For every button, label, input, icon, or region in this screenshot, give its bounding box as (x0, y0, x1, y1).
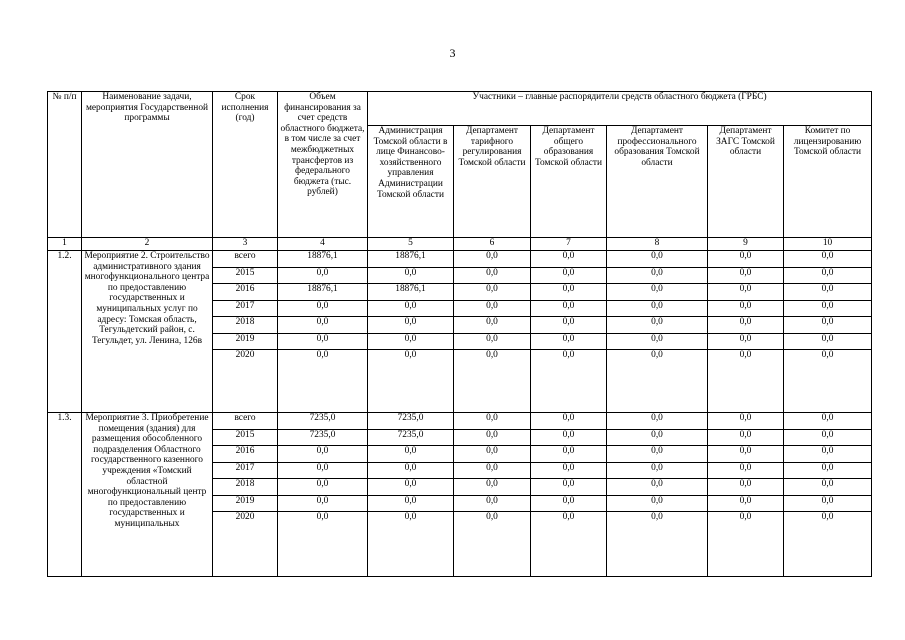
amount-cell-c6: 0,0 (454, 512, 531, 577)
period-cell: 2019 (213, 333, 278, 350)
amount-cell-c4: 0,0 (278, 333, 368, 350)
amount-cell-c4: 0,0 (278, 350, 368, 413)
amount-cell-c4: 0,0 (278, 317, 368, 334)
amount-cell-c4: 0,0 (278, 512, 368, 577)
amount-cell-c6: 0,0 (454, 413, 531, 430)
period-cell: 2018 (213, 317, 278, 334)
amount-cell-c9: 0,0 (708, 495, 784, 512)
amount-cell-c10: 0,0 (784, 350, 872, 413)
amount-cell-c7: 0,0 (531, 251, 607, 268)
header-participants: Участники – главные распорядители средств областного бюджета (ГРБС) (368, 92, 872, 126)
amount-cell-c5: 0,0 (368, 267, 454, 284)
amount-cell-c5: 0,0 (368, 512, 454, 577)
amount-cell-c5: 18876,1 (368, 251, 454, 268)
amount-cell-c9: 0,0 (708, 251, 784, 268)
header-num: № п/п (48, 92, 82, 238)
amount-cell-c9: 0,0 (708, 333, 784, 350)
amount-cell-c8: 0,0 (607, 413, 708, 430)
amount-cell-c10: 0,0 (784, 462, 872, 479)
table-row (48, 251, 872, 268)
measure-number: 1.3. (48, 413, 82, 577)
amount-cell-c10: 0,0 (784, 284, 872, 301)
amount-cell-c5: 7235,0 (368, 429, 454, 446)
period-cell: всего (213, 251, 278, 268)
amount-cell-c8: 0,0 (607, 429, 708, 446)
period-cell: 2020 (213, 350, 278, 413)
amount-cell-c4: 0,0 (278, 479, 368, 496)
amount-cell-c9: 0,0 (708, 284, 784, 301)
amount-cell-c7: 0,0 (531, 300, 607, 317)
amount-cell-c10: 0,0 (784, 317, 872, 334)
column-number: 9 (708, 238, 784, 251)
amount-cell-c8: 0,0 (607, 462, 708, 479)
column-number: 8 (607, 238, 708, 251)
amount-cell-c7: 0,0 (531, 479, 607, 496)
header-participant-administration: Администрация Томской области в лице Финансово-хозяйственного управления Администрации Томской области (368, 126, 454, 238)
period-cell: 2015 (213, 267, 278, 284)
amount-cell-c5: 0,0 (368, 333, 454, 350)
amount-cell-c7: 0,0 (531, 429, 607, 446)
amount-cell-c10: 0,0 (784, 429, 872, 446)
amount-cell-c6: 0,0 (454, 479, 531, 496)
amount-cell-c6: 0,0 (454, 462, 531, 479)
amount-cell-c5: 18876,1 (368, 284, 454, 301)
header-participant-general-education: Департамент общего образования Томской области (531, 126, 607, 238)
amount-cell-c4: 0,0 (278, 462, 368, 479)
amount-cell-c4: 0,0 (278, 300, 368, 317)
amount-cell-c9: 0,0 (708, 267, 784, 284)
amount-cell-c4: 0,0 (278, 446, 368, 463)
amount-cell-c5: 0,0 (368, 446, 454, 463)
amount-cell-c7: 0,0 (531, 350, 607, 413)
header-participant-zags: Департамент ЗАГС Томской области (708, 126, 784, 238)
header-volume: Объем финансирования за счет средств областного бюджета, в том числе за счет межбюджетных трансфертов из федерального бюджета (тыс. рублей) (278, 92, 368, 238)
period-cell: 2019 (213, 495, 278, 512)
amount-cell-c8: 0,0 (607, 284, 708, 301)
amount-cell-c9: 0,0 (708, 446, 784, 463)
measure-name: Мероприятие 2. Строительство административного здания многофункционального центра по предоставлению государственных и муниципальных услуг по адресу: Томская область, Тегульдетский район, с. Тегульдет, ул. Ленина, 126в (82, 251, 213, 413)
amount-cell-c8: 0,0 (607, 512, 708, 577)
amount-cell-c7: 0,0 (531, 495, 607, 512)
amount-cell-c9: 0,0 (708, 350, 784, 413)
amount-cell-c9: 0,0 (708, 413, 784, 430)
amount-cell-c8: 0,0 (607, 495, 708, 512)
period-cell: 2017 (213, 462, 278, 479)
table-row (48, 413, 872, 430)
column-number: 1 (48, 238, 82, 251)
header-row-top (48, 92, 872, 126)
amount-cell-c7: 0,0 (531, 284, 607, 301)
amount-cell-c8: 0,0 (607, 300, 708, 317)
period-cell: всего (213, 413, 278, 430)
column-number: 10 (784, 238, 872, 251)
amount-cell-c5: 0,0 (368, 495, 454, 512)
amount-cell-c5: 0,0 (368, 479, 454, 496)
column-number: 6 (454, 238, 531, 251)
period-cell: 2015 (213, 429, 278, 446)
amount-cell-c9: 0,0 (708, 479, 784, 496)
amount-cell-c9: 0,0 (708, 317, 784, 334)
amount-cell-c8: 0,0 (607, 251, 708, 268)
amount-cell-c6: 0,0 (454, 300, 531, 317)
amount-cell-c6: 0,0 (454, 350, 531, 413)
amount-cell-c6: 0,0 (454, 267, 531, 284)
column-number: 4 (278, 238, 368, 251)
amount-cell-c8: 0,0 (607, 446, 708, 463)
amount-cell-c7: 0,0 (531, 317, 607, 334)
amount-cell-c10: 0,0 (784, 333, 872, 350)
amount-cell-c5: 0,0 (368, 317, 454, 334)
amount-cell-c6: 0,0 (454, 446, 531, 463)
column-number: 5 (368, 238, 454, 251)
financing-table (47, 91, 872, 577)
amount-cell-c4: 0,0 (278, 495, 368, 512)
amount-cell-c8: 0,0 (607, 267, 708, 284)
amount-cell-c10: 0,0 (784, 446, 872, 463)
amount-cell-c10: 0,0 (784, 267, 872, 284)
amount-cell-c5: 0,0 (368, 462, 454, 479)
amount-cell-c9: 0,0 (708, 512, 784, 577)
amount-cell-c9: 0,0 (708, 429, 784, 446)
amount-cell-c5: 7235,0 (368, 413, 454, 430)
period-cell: 2016 (213, 446, 278, 463)
amount-cell-c7: 0,0 (531, 512, 607, 577)
header-participant-professional-education: Департамент профессионального образования Томской области (607, 126, 708, 238)
period-cell: 2016 (213, 284, 278, 301)
amount-cell-c10: 0,0 (784, 251, 872, 268)
amount-cell-c4: 7235,0 (278, 413, 368, 430)
amount-cell-c6: 0,0 (454, 333, 531, 350)
period-cell: 2017 (213, 300, 278, 317)
amount-cell-c10: 0,0 (784, 512, 872, 577)
column-numbers-row (48, 238, 872, 251)
amount-cell-c5: 0,0 (368, 350, 454, 413)
amount-cell-c7: 0,0 (531, 267, 607, 284)
amount-cell-c6: 0,0 (454, 284, 531, 301)
header-period: Срок исполнения (год) (213, 92, 278, 238)
amount-cell-c8: 0,0 (607, 333, 708, 350)
amount-cell-c8: 0,0 (607, 479, 708, 496)
amount-cell-c7: 0,0 (531, 413, 607, 430)
column-number: 2 (82, 238, 213, 251)
measure-name: Мероприятие 3. Приобретение помещения (здания) для размещения обособленного подразделения Областного государственного казенного учреждения «Томский областной многофункциональный центр по предоставлению государственных и муниципальных (82, 413, 213, 577)
amount-cell-c6: 0,0 (454, 429, 531, 446)
column-number: 7 (531, 238, 607, 251)
amount-cell-c4: 18876,1 (278, 284, 368, 301)
amount-cell-c9: 0,0 (708, 300, 784, 317)
amount-cell-c6: 0,0 (454, 251, 531, 268)
amount-cell-c8: 0,0 (607, 350, 708, 413)
amount-cell-c7: 0,0 (531, 333, 607, 350)
amount-cell-c7: 0,0 (531, 446, 607, 463)
amount-cell-c10: 0,0 (784, 300, 872, 317)
amount-cell-c6: 0,0 (454, 495, 531, 512)
column-number: 3 (213, 238, 278, 251)
amount-cell-c5: 0,0 (368, 300, 454, 317)
amount-cell-c4: 18876,1 (278, 251, 368, 268)
amount-cell-c8: 0,0 (607, 317, 708, 334)
amount-cell-c7: 0,0 (531, 462, 607, 479)
period-cell: 2018 (213, 479, 278, 496)
amount-cell-c4: 0,0 (278, 267, 368, 284)
header-participant-tariff: Департамент тарифного регулирования Томской области (454, 126, 531, 238)
amount-cell-c4: 7235,0 (278, 429, 368, 446)
page-number: 3 (449, 46, 456, 60)
amount-cell-c10: 0,0 (784, 479, 872, 496)
amount-cell-c10: 0,0 (784, 413, 872, 430)
amount-cell-c10: 0,0 (784, 495, 872, 512)
amount-cell-c9: 0,0 (708, 462, 784, 479)
header-name: Наименование задачи, мероприятия Государственной программы (82, 92, 213, 238)
period-cell: 2020 (213, 512, 278, 577)
measure-number: 1.2. (48, 251, 82, 413)
amount-cell-c6: 0,0 (454, 317, 531, 334)
header-participant-licensing: Комитет по лицензированию Томской области (784, 126, 872, 238)
